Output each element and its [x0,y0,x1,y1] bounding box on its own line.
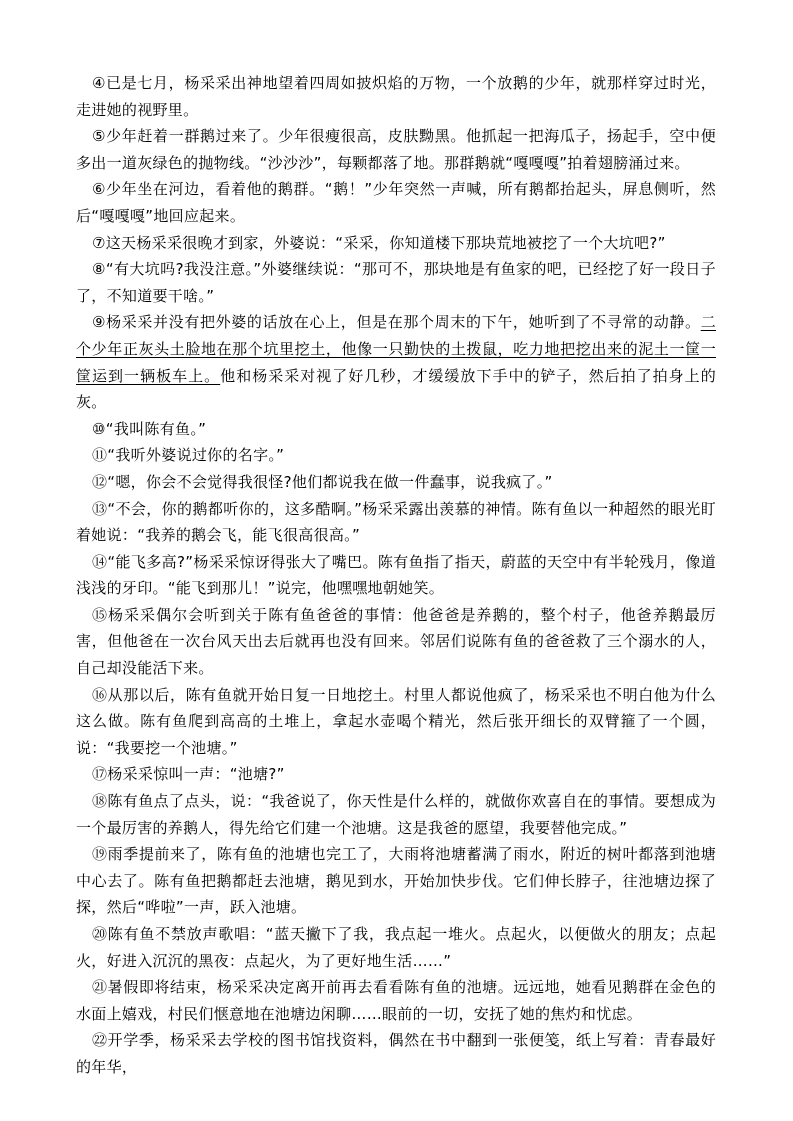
paragraph-20: ⑳陈有鱼不禁放声歌唱：“蓝天撇下了我，我点起一堆火。点起火，以便做火的朋友；点起火，好进入沉沉的黑夜：点起火，为了更好地生活……” [76,925,716,970]
paragraph-7: ⑦这天杨采采很晚才到家，外婆说：“采采，你知道楼下那块荒地被挖了一个大坑吧?” [92,233,666,252]
paragraph-16: ⑯从那以后，陈有鱼就开始日复一日地挖土。村里人都说他疯了，杨采采也不明白他为什么这么做。陈有鱼爬到高高的土堆上，拿起水壶喝个精光，然后张开细长的双臂箍了一个圆，说：“我要挖一个池塘。” [76,685,716,757]
paragraph-9-underlined-sentence: 二个少年正灰头土脸地在那个坑里挖土，他像一只勤快的土拨鼠，吃力地把挖出来的泥土一筐一筐运到一辆板车上。 [76,313,716,385]
paragraph-15: ⑮杨采采偶尔会听到关于陈有鱼爸爸的事情：他爸爸是养鹅的，整个村子，他爸养鹅最厉害，但他爸在一次台风天出去后就再也没有回来。邻居们说陈有鱼的爸爸救了三个溺水的人，自己却没能活下来。 [76,605,716,678]
paragraph-9 [76,309,716,415]
paragraph-21: ㉑暑假即将结束，杨采采决定离开前再去看看陈有鱼的池塘。远远地，她看见鹅群在金色的水面上嬉戏，村民们惬意地在池塘边闲聊……眼前的一切，安抚了她的焦灼和忧虑。 [76,978,716,1023]
paragraph-11: ⑪“我听外婆说过你的名字。” [92,446,285,465]
paragraph-9-tail: 他和杨采采对视了好几秒，才缓缓放下手中的铲子，然后拍了拍身上的灰。 [76,366,717,412]
paragraph-22: ㉒开学季，杨采采去学校的图书馆找资料，偶然在书中翻到一张便笺，纸上写着：青春最好的年华， [76,1031,716,1076]
paragraph-14: ⑭“能飞多高?”杨采采惊讶得张大了嘴巴。陈有鱼指了指天，蔚蓝的天空中有半轮残月，像道浅浅的牙印。“能飞到那儿！”说完，他嘿嘿地朝她笑。 [76,552,716,598]
paragraph-13: ⑬“不会，你的鹅都听你的，这多酷啊。”杨采采露出羡慕的神情。陈有鱼以一种超然的眼光盯着她说：“我养的鹅会飞，能飞很高很高。” [76,499,716,545]
document-body [76,70,716,1081]
paragraph-4: ④已是七月，杨采采出神地望着四周如披炽焰的万物，一个放鹅的少年，就那样穿过时光，走进她的视野里。 [76,74,716,119]
paragraph-19: ⑲雨季提前来了，陈有鱼的池塘也完工了，大雨将池塘蓄满了雨水，附近的树叶都落到池塘中心去了。陈有鱼把鹅都赶去池塘，鹅见到水，开始加快步伐。它们伸长脖子，往池塘边探了探，然后“哗啦”一声，跃入池塘。 [76,845,716,917]
paragraph-8: ⑧“有大坑吗?我没注意。”外婆继续说：“那可不，那块地是有鱼家的吧，已经挖了好一段日子了，不知道要干啥。” [76,260,716,305]
paragraph-10: ⑩“我叫陈有鱼。” [92,419,207,438]
paragraph-18: ⑱陈有鱼点了点头，说：“我爸说了，你天性是什么样的，就做你欢喜自在的事情。要想成为一个最厉害的养鹅人，得先给它们建一个池塘。这是我爸的愿望，我要替他完成。” [76,792,716,837]
paragraph-9-text: ⑨杨采采并没有把外婆的话放在心上，但是在那个周末的下午，她听到了不寻常的动静。 [92,313,701,332]
paragraph-6: ⑥少年坐在河边，看着他的鹅群。“鹅！”少年突然一声喊，所有鹅都抬起头，屏息侧听，然后“嘎嘎嘎”地回应起来。 [76,180,716,225]
paragraph-17: ⑰杨采采惊叫一声：“池塘?” [92,765,285,784]
paragraph-5: ⑤少年赶着一群鹅过来了。少年很瘦很高，皮肤黝黑。他抓起一把海瓜子，扬起手，空中便多出一道灰绿色的抛物线。“沙沙沙”，每颗都落了地。那群鹅就“嘎嘎嘎”拍着翅膀涌过来。 [76,127,716,172]
paragraph-12: ⑫“嗯，你会不会觉得我很怪?他们都说我在做一件蠢事，说我疯了。” [92,472,553,491]
